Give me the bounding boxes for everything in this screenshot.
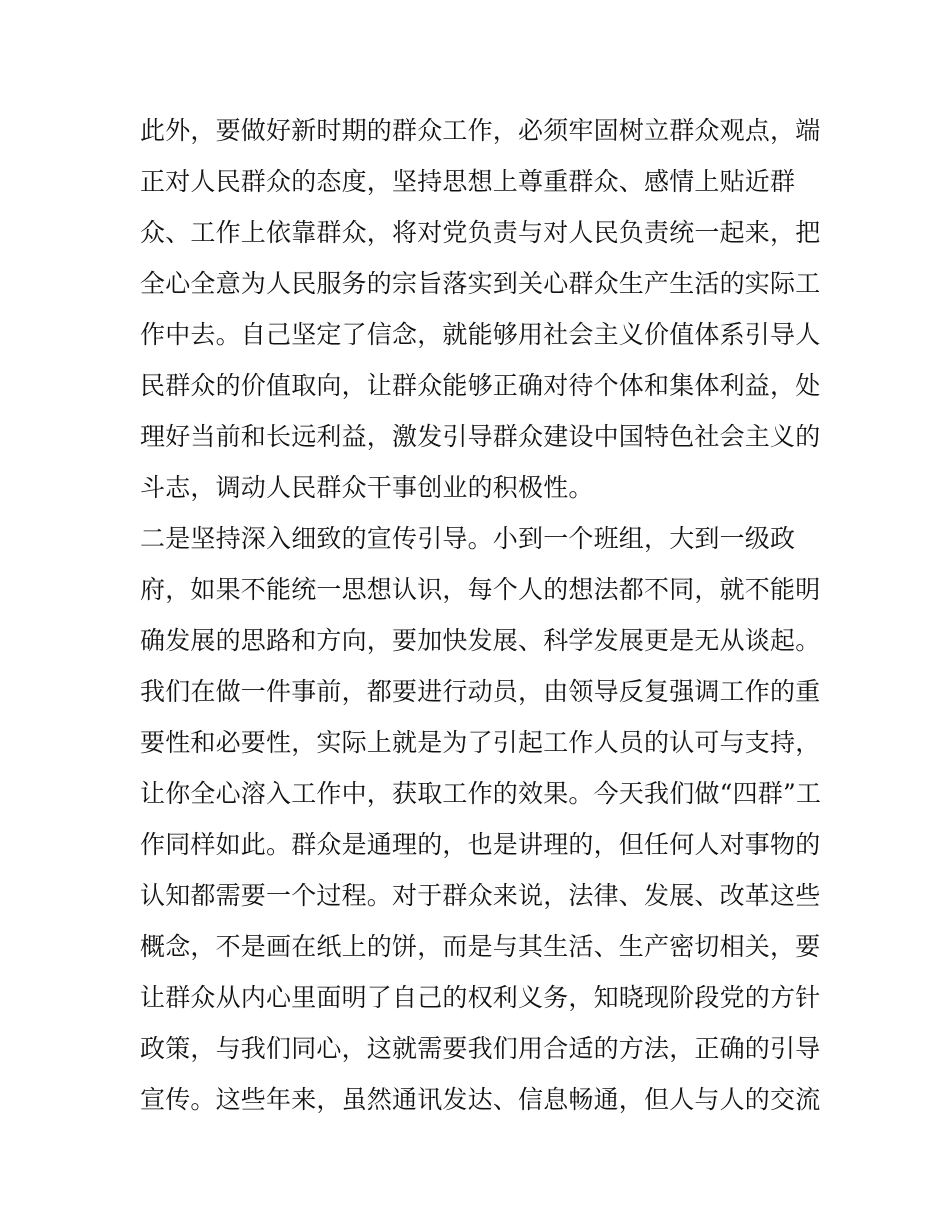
text-line: 让群众从内心里面明了自己的权利义务，知晓现阶段党的方针 — [140, 983, 821, 1012]
text-line: 作同样如此。群众是通理的，也是讲理的，但任何人对事物的 — [140, 830, 821, 859]
text-line: 认知都需要一个过程。对于群众来说，法律、发展、改革这些 — [140, 881, 821, 910]
text-line: 确发展的思路和方向，要加快发展、科学发展更是无从谈起。 — [140, 626, 821, 655]
text-line: 斗志，调动人民群众干事创业的积极性。 — [140, 473, 594, 502]
text-line: 我们在做一件事前，都要进行动员，由领导反复强调工作的重 — [140, 677, 821, 706]
text-line: 理好当前和长远利益，激发引导群众建设中国特色社会主义的 — [140, 422, 821, 451]
text-line: 此外，要做好新时期的群众工作，必须牢固树立群众观点，端 — [140, 116, 821, 145]
paragraph-start-line: 二是坚持深入细致的宣传引导。小到一个班组，大到一级政 — [140, 524, 796, 553]
text-line: 作中去。自己坚定了信念，就能够用社会主义价值体系引导人 — [140, 320, 821, 349]
text-line: 众、工作上依靠群众，将对党负责与对人民负责统一起来，把 — [140, 218, 821, 247]
text-line: 概念，不是画在纸上的饼，而是与其生活、生产密切相关，要 — [140, 932, 821, 961]
text-line: 民群众的价值取向，让群众能够正确对待个体和集体利益，处 — [140, 371, 821, 400]
text-line: 政策，与我们同心，这就需要我们用合适的方法，正确的引导 — [140, 1034, 821, 1063]
text-line: 全心全意为人民服务的宗旨落实到关心群众生产生活的实际工 — [140, 269, 821, 298]
text-line: 正对人民群众的态度，坚持思想上尊重群众、感情上贴近群 — [140, 167, 796, 196]
text-line: 府，如果不能统一思想认识，每个人的想法都不同，就不能明 — [140, 575, 821, 604]
text-line: 让你全心溶入工作中，获取工作的效果。今天我们做“四群”工 — [140, 779, 822, 808]
text-line: 要性和必要性，实际上就是为了引起工作人员的认可与支持， — [140, 728, 821, 757]
text-line: 宣传。这些年来，虽然通讯发达、信息畅通，但人与人的交流 — [140, 1085, 821, 1114]
